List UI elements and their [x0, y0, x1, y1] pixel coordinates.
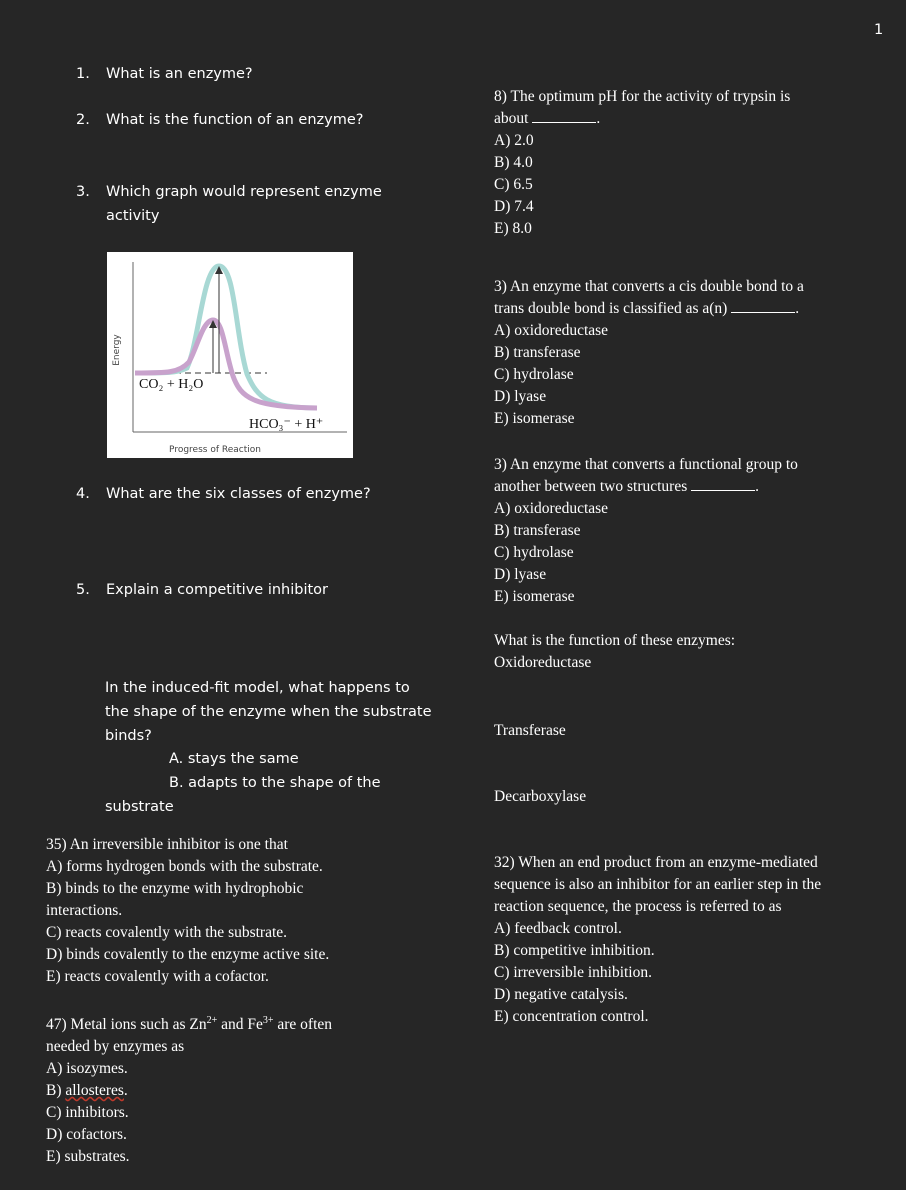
question-line — [494, 298, 804, 320]
option-a: A) 2.0 — [494, 132, 534, 149]
question-line: sequence is also an inhibitor for an earlier step in the — [494, 876, 822, 893]
question-32 — [494, 852, 821, 1028]
option-end: . — [123, 1082, 128, 1099]
option-b-continued: substrate — [105, 799, 174, 815]
option-line: C) reacts covalently with the substrate. — [46, 924, 288, 941]
question-end: . — [795, 300, 800, 317]
question-line: binds? — [105, 728, 152, 744]
enzyme-item-transferase: Transferase — [494, 722, 566, 739]
energy-diagram — [107, 252, 353, 458]
question-line: 3) An enzyme that converts a functional group to — [494, 456, 798, 473]
question-35 — [46, 834, 329, 988]
question-text: another between two structures — [494, 478, 688, 495]
option-b: B) transferase — [494, 522, 581, 539]
question-line — [494, 108, 790, 130]
enzyme-item-decarboxylase: Decarboxylase — [494, 788, 587, 805]
option-letter: B) — [46, 1082, 66, 1099]
answer-blank — [731, 300, 795, 313]
option-b: B) transferase — [494, 344, 581, 361]
question-line: needed by enzymes as — [46, 1038, 185, 1055]
option-b: B) competitive inhibition. — [494, 942, 655, 959]
question-end: . — [755, 478, 760, 495]
misspelled-word: allosteres — [65, 1082, 124, 1099]
option-c: C) 6.5 — [494, 176, 533, 193]
zinc-charge: 2+ — [206, 1014, 218, 1026]
question-text: trans double bond is classified as a(n) — [494, 300, 728, 317]
question-text: Which graph would represent enzyme — [106, 184, 382, 200]
answer-blank — [691, 478, 755, 491]
question-number: 1. — [76, 66, 90, 82]
option-a: A) oxidoreductase — [494, 500, 609, 517]
question-number: 5. — [76, 582, 90, 598]
option-d: D) 7.4 — [494, 198, 534, 215]
induced-fit-question — [105, 676, 432, 819]
question-line: the shape of the enzyme when the substrate — [105, 704, 432, 720]
option-a: A) isozymes. — [46, 1060, 128, 1077]
question-1 — [76, 62, 253, 86]
option-a: A. stays the same — [169, 751, 299, 767]
question-line — [46, 1014, 332, 1036]
question-line: 32) When an end product from an enzyme-mediated — [494, 854, 818, 871]
reactants-label: CO₂ + H₂O — [139, 377, 204, 392]
question-text-continued: activity — [106, 208, 160, 224]
option-e: E) substrates. — [46, 1148, 130, 1165]
option-d: D) cofactors. — [46, 1126, 127, 1143]
option-b: B. adapts to the shape of the — [169, 775, 381, 791]
products-label: HCO₃⁻ + H⁺ — [249, 417, 324, 432]
question-3 — [76, 180, 382, 228]
option-e: E) concentration control. — [494, 1008, 649, 1025]
question-2 — [76, 108, 363, 132]
question-text: and Fe — [217, 1016, 263, 1033]
question-text: are often — [273, 1016, 333, 1033]
question-8 — [494, 86, 790, 240]
question-number: 2. — [76, 112, 90, 128]
question-text: What is an enzyme? — [106, 66, 253, 82]
question-number: 3. — [76, 184, 90, 200]
option-c: C) hydrolase — [494, 544, 574, 561]
option-line: interactions. — [46, 902, 123, 919]
option-a: A) feedback control. — [494, 920, 622, 937]
iron-charge: 3+ — [262, 1014, 274, 1026]
option-e: E) 8.0 — [494, 220, 532, 237]
question-text: 47) Metal ions such as Zn — [46, 1016, 207, 1033]
option-b: B) 4.0 — [494, 154, 533, 171]
question-5 — [76, 578, 328, 602]
question-3-functional-group — [494, 454, 798, 608]
question-3-isomer — [494, 276, 804, 430]
question-line: 8) The optimum pH for the activity of trypsin is — [494, 88, 791, 105]
option-line: E) reacts covalently with a cofactor. — [46, 968, 269, 985]
option-line: A) forms hydrogen bonds with the substrate. — [46, 858, 323, 875]
energy-diagram-svg — [107, 252, 353, 458]
x-axis-label: Progress of Reaction — [169, 445, 261, 455]
option-e: E) isomerase — [494, 410, 575, 427]
option-line: D) binds covalently to the enzyme active site. — [46, 946, 330, 963]
option-c: C) inhibitors. — [46, 1104, 129, 1121]
question-line — [494, 476, 798, 498]
enzyme-item-oxidoreductase: Oxidoreductase — [494, 654, 592, 671]
question-text: What is the function of an enzyme? — [106, 112, 364, 128]
question-number: 4. — [76, 486, 90, 502]
question-text: Explain a competitive inhibitor — [106, 582, 329, 598]
option-a: A) oxidoreductase — [494, 322, 609, 339]
question-end: . — [596, 110, 601, 127]
question-4 — [76, 482, 371, 506]
question-line: 35) An irreversible inhibitor is one that — [46, 836, 288, 853]
question-text: What are the six classes of enzyme? — [106, 486, 371, 502]
option-line: B) binds to the enzyme with hydrophobic — [46, 880, 304, 897]
question-line: 3) An enzyme that converts a cis double bond to a — [494, 278, 804, 295]
option-c: C) irreversible inhibition. — [494, 964, 652, 981]
question-line: reaction sequence, the process is referred to as — [494, 898, 782, 915]
option-e: E) isomerase — [494, 588, 575, 605]
question-47 — [46, 1014, 332, 1168]
question-line: In the induced-fit model, what happens to — [105, 680, 410, 696]
question-text: about — [494, 110, 529, 127]
enzyme-function-title: What is the function of these enzymes: — [494, 632, 736, 649]
option-b — [46, 1080, 332, 1102]
option-c: C) hydrolase — [494, 366, 574, 383]
answer-blank — [532, 110, 596, 123]
page-number: 1 — [874, 22, 884, 38]
option-d: D) negative catalysis. — [494, 986, 628, 1003]
y-axis-label: Energy — [112, 334, 122, 366]
catalyzed-curve — [135, 320, 317, 408]
option-d: D) lyase — [494, 388, 547, 405]
option-d: D) lyase — [494, 566, 547, 583]
